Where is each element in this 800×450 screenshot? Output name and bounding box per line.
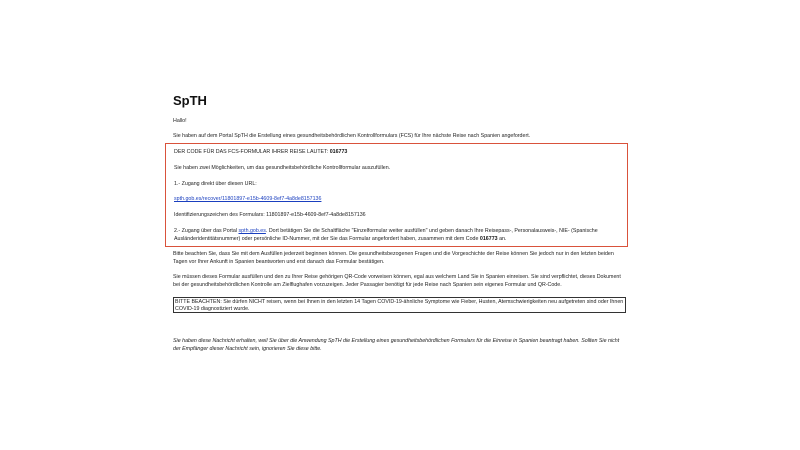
page-title: SpTH bbox=[173, 93, 207, 108]
option2-text bbox=[174, 227, 624, 243]
note-advance: Bitte beachten Sie, dass Sie mit dem Ausfüllen jederzeit beginnen können. Die gesundheitsbezogenen Fragen und die Vorgeschichte der Reise können Sie jedoch nur in den letzten beiden Tagen vor Ihrer Ankunft in Spanien beantworten und erst danach das Formular bestätigen. bbox=[173, 251, 614, 265]
form-id-label: Identifizierungszeichen des Formulars: bbox=[174, 212, 265, 218]
option2-suffix: an. bbox=[499, 236, 507, 242]
greeting: Hallo! bbox=[173, 118, 187, 124]
form-id-value: 11801897-e15b-4609-8ef7-4a8de8157136 bbox=[266, 212, 366, 218]
intro-text: Sie haben auf dem Portal SpTH die Erstellung eines gesundheitsbehördlichen Kontrollformulars (FCS) für Ihre nächste Reise nach Spanien angefordert. bbox=[173, 133, 531, 139]
form-id-line bbox=[174, 211, 366, 219]
two-options-text: Sie haben zwei Möglichkeiten, um das gesundheitsbehördliche Kontrollformular auszufüllen. bbox=[174, 165, 391, 171]
option1-link[interactable]: spth.gob.es/recover/11801897-e15b-4609-8ef7-4a8de8157136 bbox=[174, 196, 322, 202]
footer-disclaimer: Sie haben diese Nachricht erhalten, weil Sie über die Anwendung SpTH die Erstellung eines gesundheitsbehördlichen Formulars für die Einreise in Spanien beantragt haben. Sollten Sie nicht der Empfänger dieser Nachricht sein, ignorieren Sie diese bitte. bbox=[173, 338, 620, 352]
code-label: DER CODE FÜR DAS FCS-FORMULAR IHRER REISE LAUTET: bbox=[174, 149, 329, 155]
code-value: 016773 bbox=[329, 149, 348, 155]
code-box bbox=[165, 143, 628, 247]
portal-link[interactable]: spth.gob.es bbox=[238, 228, 266, 234]
option2-prefix: 2.- Zugang über das Portal bbox=[174, 228, 238, 234]
option1-label: 1.- Zugang direkt über diesen URL: bbox=[174, 181, 257, 187]
warning-box: BITTE BEACHTEN: Sie dürfen NICHT reisen, wenn bei Ihnen in den letzten 14 Tagen COVID-19-ähnliche Symptome wie Fieber, Husten, Atemschwierigkeiten neu aufgetreten sind oder Ihnen COVID-19 diagnostiziert wurde. bbox=[173, 297, 626, 313]
option2-code: 016773 bbox=[479, 236, 498, 242]
option1-link-row bbox=[174, 195, 321, 203]
note-qr: Sie müssen dieses Formular ausfüllen und den zu Ihrer Reise gehörigen QR-Code vorweisen können, egal aus welchem Land Sie in Spanien einreisen. Sie sind verpflichtet, dieses Dokument bei der gesundheitsbehördlichen Kontrolle am Zielflughafen vorzuzeigen. Jeder Passagier benötigt für jede Reise nach Spanien sein eigenes Formular und QR-Code. bbox=[173, 274, 621, 288]
option2-body: . Dort betätigen Sie die Schaltfläche "Einzelformular weiter ausfüllen" und geben danach Ihre Reisepass-, Personalausweis-, NIE- (Spanische Ausländeridentitätsnummer) oder persönliche ID-Nummer, mit der Sie das Formular angefordert haben, zusammen mit dem Code bbox=[174, 228, 598, 242]
code-line bbox=[174, 148, 347, 156]
